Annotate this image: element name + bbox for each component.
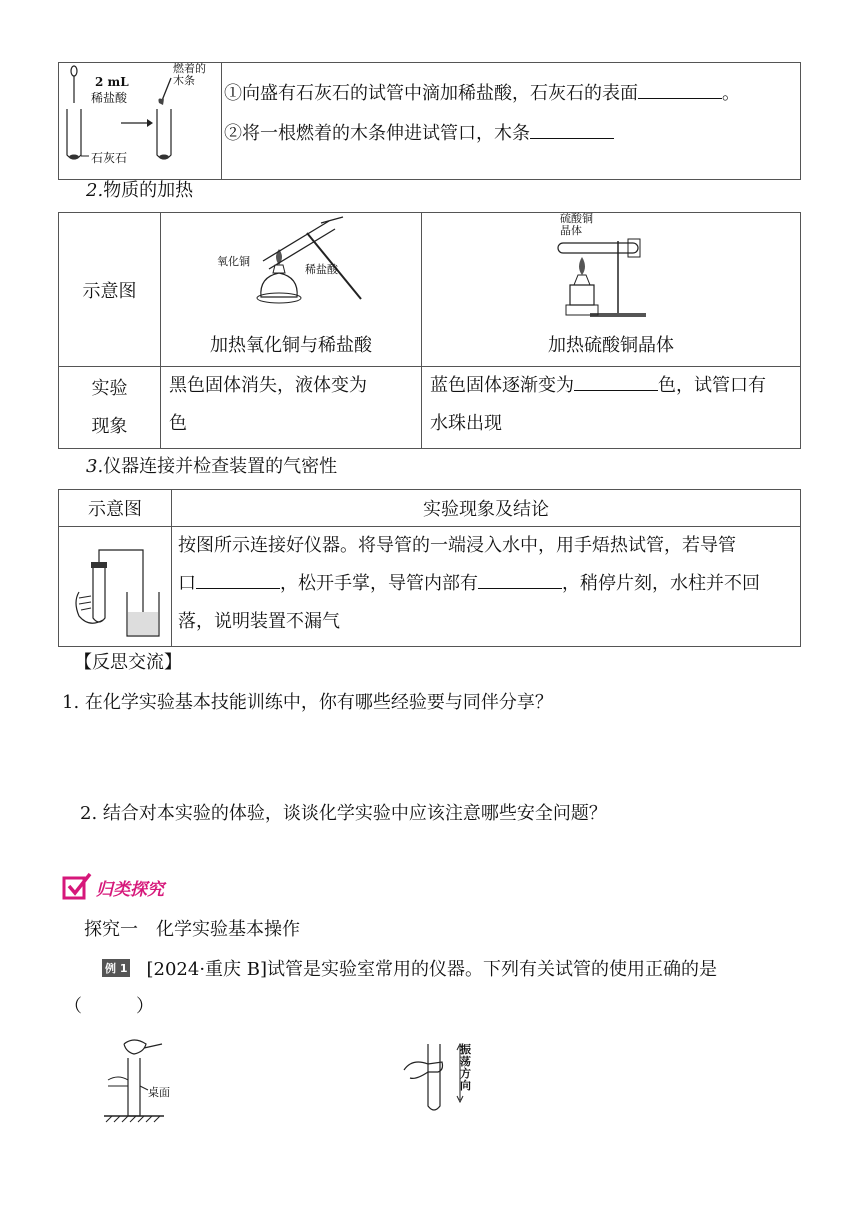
blank-5[interactable] bbox=[478, 572, 562, 589]
example-text: [2024·重庆 B]试管是实验室常用的仪器。下列有关试管的使用正确的是 bbox=[146, 959, 718, 980]
reflection-q2: 2. 结合对本实验的体验，谈谈化学实验中应该注意哪些安全问题？ bbox=[80, 803, 607, 824]
blank-2[interactable] bbox=[530, 122, 614, 139]
blank-3[interactable] bbox=[574, 374, 658, 391]
header-observation: 实验 现象 bbox=[59, 367, 161, 449]
obs1-cell: 黑色固体消失，液体变为 色 bbox=[161, 367, 422, 449]
fig2-caption: 加热硫酸铜晶体 bbox=[548, 335, 674, 356]
airtight-figure bbox=[59, 532, 171, 642]
label-stone: 石灰石 bbox=[91, 151, 128, 165]
line2: ②将一根燃着的木条伸进试管口，木条 bbox=[224, 123, 530, 144]
reflection-q1: 1. 在化学实验基本技能训练中，你有哪些经验要与同伴分享？ bbox=[62, 692, 553, 713]
option-figure-a bbox=[104, 1034, 204, 1126]
option-figure-b bbox=[398, 1040, 488, 1120]
heating-cuso4-figure bbox=[422, 213, 800, 321]
label-table: 桌面 bbox=[148, 1086, 170, 1099]
answer-paren[interactable]: （ ） bbox=[64, 996, 154, 1017]
header-diagram: 示意图 bbox=[59, 213, 161, 367]
t3-text-cell: 按图所示连接好仪器。将导管的一端浸入水中，用手焐热试管，若导管 口 ，松开手掌，导管内部有 ，稍停片刻，水柱并不回 落，说明装置不漏气 bbox=[172, 527, 801, 647]
fig2-cell bbox=[422, 213, 801, 367]
t3-header-left: 示意图 bbox=[59, 490, 172, 527]
label-hcl: 稀盐酸 bbox=[305, 263, 338, 276]
table-stone-acid bbox=[58, 62, 801, 180]
label-stick: 燃着的木条 bbox=[173, 62, 206, 87]
tube-on-table-figure bbox=[104, 1034, 204, 1126]
blank-4[interactable] bbox=[196, 572, 280, 589]
reflection-heading: 【反思交流】 bbox=[74, 652, 182, 673]
label-acid-amount: 2 mL bbox=[95, 75, 129, 89]
label-cuso4: 硫酸铜晶体 bbox=[560, 212, 593, 237]
tube-shaking-figure bbox=[398, 1040, 468, 1120]
label-acid: 稀盐酸 bbox=[91, 91, 128, 105]
explore-1-title: 探究一 化学实验基本操作 bbox=[84, 919, 300, 940]
label-cuo: 氧化铜 bbox=[217, 255, 250, 268]
blank-1[interactable] bbox=[638, 82, 722, 99]
section-2-title: 2.物质的加热 bbox=[86, 180, 194, 201]
table-airtight bbox=[58, 489, 801, 647]
obs2-cell: 蓝色固体逐渐变为 色，试管口有 水珠出现 bbox=[422, 367, 801, 449]
fig1-caption: 加热氧化铜与稀盐酸 bbox=[210, 335, 372, 356]
example-1 bbox=[102, 955, 717, 981]
checkbox-check-icon bbox=[62, 872, 92, 900]
section-3-title: 3.仪器连接并检查装置的气密性 bbox=[86, 456, 338, 477]
heating-cuo-figure bbox=[161, 213, 421, 321]
line1: ①向盛有石灰石的试管中滴加稀盐酸，石灰石的表面 bbox=[224, 83, 638, 104]
t3-header-right: 实验现象及结论 bbox=[172, 490, 801, 527]
example-badge: 例 1 bbox=[102, 959, 130, 977]
t3-figure-cell bbox=[59, 527, 172, 647]
banner-text: 归类探究 bbox=[96, 880, 164, 900]
fig1-cell bbox=[161, 213, 422, 367]
figure-cell bbox=[59, 63, 222, 180]
table-heating bbox=[58, 212, 801, 449]
label-shake-direction: 振荡方向 bbox=[460, 1043, 471, 1092]
text-cell: ①向盛有石灰石的试管中滴加稀盐酸，石灰石的表面 。 ②将一根燃着的木条伸进试管口，木条 bbox=[222, 63, 801, 180]
